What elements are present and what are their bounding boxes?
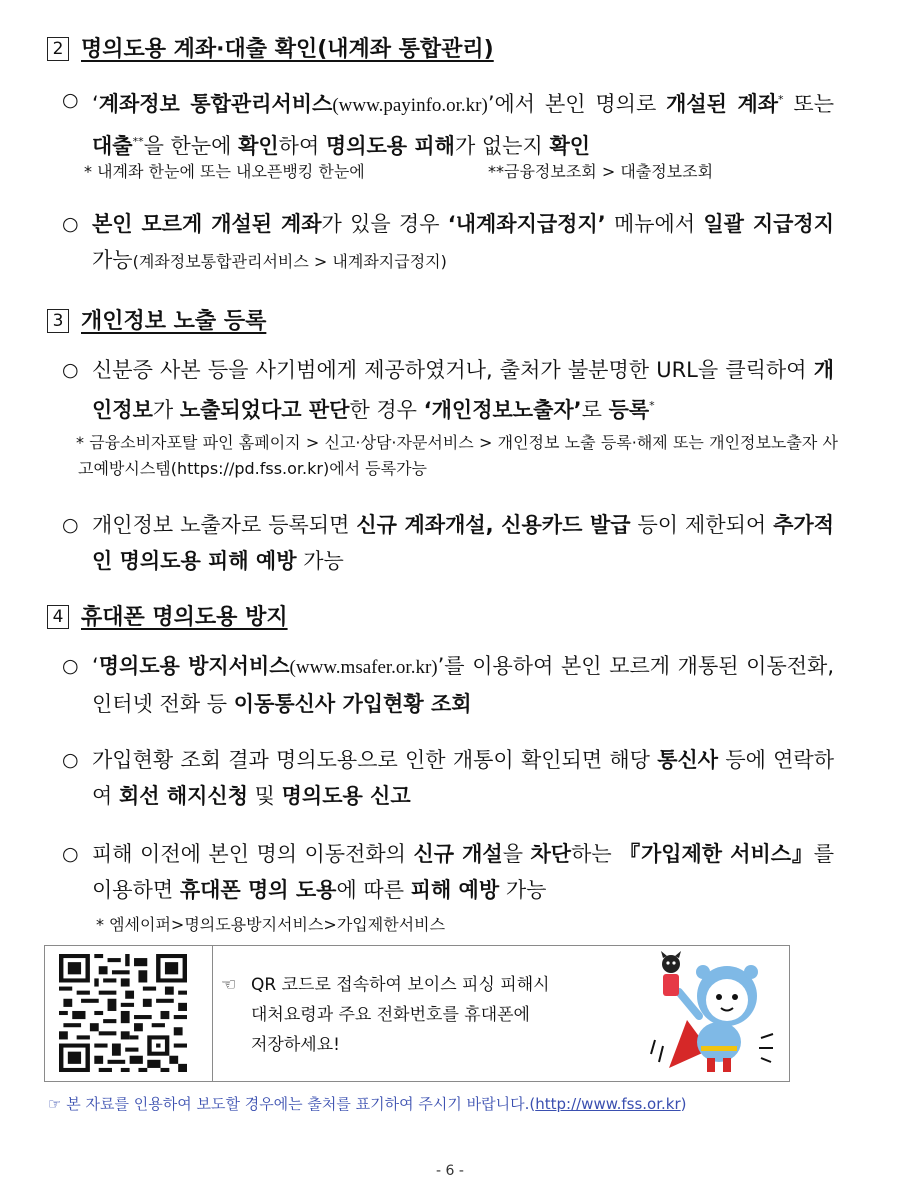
section-number-box: 4 [47,605,69,629]
qr-code[interactable] [59,954,187,1072]
bullet-mark: ○ [62,655,79,677]
footnote: * 엠세이퍼>명의도용방지서비스>가입제한서비스 [96,915,446,934]
service-name: 계좌정보 통합관리서비스 [98,92,333,116]
bullet-item [62,836,834,908]
bullet-text: 개인정보 노출자로 등록되면 신규 계좌개설, 신용카드 발급 등이 제한되어 추가적인 명의도용 피해 예방 가능 [92,513,834,573]
qr-info-box [44,945,790,1082]
service-url: (www.payinfo.or.kr) [332,95,488,116]
footnote: * 내계좌 한눈에 또는 내오픈뱅킹 한눈에 [84,162,365,181]
bullet-text: 피해 이전에 본인 명의 이동전화의 신규 개설을 차단하는 『가입제한 서비스』를 이용하면 휴대폰 명의 도용에 따른 피해 예방 가능 [92,842,834,902]
footnote: **금융정보조회 > 대출정보조회 [488,162,714,181]
instruction-line: QR 코드로 접속하여 보이스 피싱 피해시 [251,975,550,995]
bullet-text: 신분증 사본 등을 사기범에게 제공하였거나, 출처가 불분명한 URL을 클릭하여 개인정보가 노출되었다고 판단한 경우 ‘개인정보노출자’로 등록* [92,358,834,422]
bullet-mark: ○ [62,89,79,111]
section-number-box: 2 [47,37,69,61]
section-number-box: 3 [47,309,69,333]
fss-link[interactable]: http://www.fss.or.kr [535,1095,681,1113]
instruction-line: 저장하세요! [251,1035,340,1055]
pointing-hand-right-icon: ☞ [48,1095,62,1113]
section-heading-3 [47,304,266,335]
instruction-line: 대처요령과 주요 전화번호를 휴대폰에 [251,1005,530,1025]
bullet-mark: ○ [62,213,79,235]
bullet-mark: ○ [62,514,79,536]
bullet-text: ‘명의도용 방지서비스(www.msafer.or.kr)’를 이용하여 본인 모르게 개통된 이동전화, 인터넷 전화 등 이동통신사 가입현황 조회 [92,654,834,716]
bullet-mark: ○ [62,843,79,865]
bullet-text: ‘계좌정보 통합관리서비스(www.payinfo.or.kr)’에서 본인 명의로 개설된 계좌* 또는 대출**을 한눈에 확인하여 명의도용 피해가 없는지 확인 [92,92,834,158]
section-title: 명의도용 계좌·대출 확인(내계좌 통합관리) [81,37,494,62]
bullet-item [62,82,834,164]
footnote: * 금융소비자포탈 파인 홈페이지 > 신고·상담·자문서비스 > 개인정보 노출 등록·해제 또는 개인정보노출자 사고예방시스템(https://pd.fss.or.kr)에서 등록가능 [76,433,838,478]
pointing-hand-left-icon: ☜ [221,975,237,995]
bullet-item [62,206,834,280]
service-name: 명의도용 방지서비스 [98,654,290,678]
panel-divider [212,946,213,1081]
bullet-mark: ○ [62,749,79,771]
bullet-item [62,352,834,428]
citation-notice: ☞ 본 자료를 인용하여 보도할 경우에는 출처를 표기하여 주시기 바랍니다.(http://www.fss.or.kr) [48,1095,687,1113]
section-heading-2 [47,32,494,63]
bullet-text: 본인 모르게 개설된 계좌가 있을 경우 ‘내계좌지급정지’ 메뉴에서 일괄 지급정지 가능(계좌정보통합관리서비스 > 내계좌지급정지) [92,212,834,272]
citation-text: 본 자료를 인용하여 보도할 경우에는 출처를 표기하여 주시기 바랍니다.( [66,1095,536,1113]
section-title: 개인정보 노출 등록 [81,309,267,334]
bullet-item [62,648,834,722]
section-title: 휴대폰 명의도용 방지 [81,605,288,630]
bullet-mark: ○ [62,359,79,381]
bullet-text: 가입현황 조회 결과 명의도용으로 인한 개통이 확인되면 해당 통신사 등에 연락하여 회선 해지신청 및 명의도용 신고 [92,748,835,808]
section-heading-4 [47,600,288,631]
page-number: - 6 - [436,1163,464,1179]
qr-instructions [221,970,550,1060]
bullet-item [62,742,834,814]
tiger-mascot-illustration [649,950,779,1076]
service-url: (www.msafer.or.kr) [289,657,438,678]
bullet-item [62,507,834,579]
